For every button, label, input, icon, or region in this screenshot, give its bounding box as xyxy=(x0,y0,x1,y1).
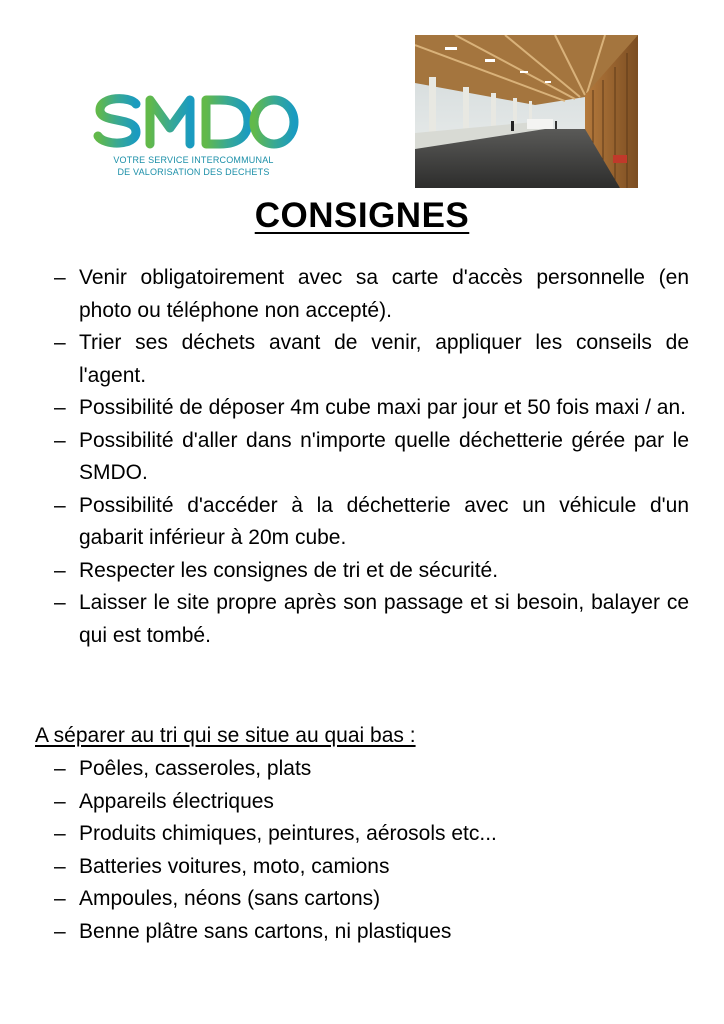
list-item xyxy=(0,555,724,588)
list-item xyxy=(0,587,724,652)
list-item xyxy=(0,883,724,916)
bullet-dash: – xyxy=(54,266,66,289)
list-item-text: Ampoules, néons (sans cartons) xyxy=(79,887,381,910)
list-item-text: Produits chimiques, peintures, aérosols etc... xyxy=(79,822,497,845)
bullet-dash: – xyxy=(54,558,66,582)
logo-tagline-line1: VOTRE SERVICE INTERCOMMUNAL xyxy=(113,155,274,165)
bullet-dash: – xyxy=(54,591,66,614)
bullet-dash: – xyxy=(54,789,66,813)
list-item xyxy=(0,392,724,425)
bullet-dash: – xyxy=(54,428,66,452)
list-item-text: Benne plâtre sans cartons, ni plastiques xyxy=(79,919,452,943)
list-item xyxy=(0,425,724,490)
list-item xyxy=(0,490,724,555)
list-item xyxy=(0,916,724,949)
list-item xyxy=(0,327,724,392)
list-item xyxy=(0,753,724,786)
list-item xyxy=(0,262,724,327)
bullet-dash: – xyxy=(54,887,66,910)
sort-heading: A séparer au tri qui se situe au quai bas : xyxy=(35,724,416,747)
list-item xyxy=(0,786,724,819)
list-item-text: Venir obligatoirement avec sa carte d'accès personnelle (en photo ou téléphone non accepté). xyxy=(79,266,689,322)
list-item-text: Respecter les consignes de tri et de sécurité. xyxy=(79,558,499,582)
list-item-text: Possibilité d'aller dans n'importe quelle déchetterie gérée par le SMDO. xyxy=(79,428,689,484)
bullet-dash: – xyxy=(54,919,66,943)
list-item xyxy=(0,851,724,884)
list-item-text: Trier ses déchets avant de venir, appliquer les conseils de l'agent. xyxy=(79,331,689,387)
list-item-text: Laisser le site propre après son passage et si besoin, balayer ce qui est tombé. xyxy=(79,591,689,647)
smdo-logo xyxy=(92,88,302,183)
bullet-dash: – xyxy=(54,757,66,780)
waste-center-hall-photo xyxy=(415,35,638,188)
list-item xyxy=(0,818,724,851)
bullet-dash: – xyxy=(54,822,66,845)
page-title: CONSIGNES xyxy=(254,196,470,235)
logo-tagline xyxy=(106,154,281,178)
rules-list xyxy=(0,262,724,652)
photo-image-icon xyxy=(415,35,638,188)
bullet-dash: – xyxy=(54,854,66,878)
list-item-text: Appareils électriques xyxy=(79,789,274,813)
list-item-text: Possibilité d'accéder à la déchetterie avec un véhicule d'un gabarit inférieur à 20m cube. xyxy=(79,493,689,549)
bullet-dash: – xyxy=(54,396,66,419)
bullet-dash: – xyxy=(54,493,66,517)
bullet-dash: – xyxy=(54,331,66,354)
smdo-logo-icon xyxy=(92,88,302,154)
sort-items-list xyxy=(0,753,724,948)
logo-tagline-line2: DE VALORISATION DES DECHETS xyxy=(117,167,270,177)
list-item-text: Poêles, casseroles, plats xyxy=(79,757,312,780)
list-item-text: Possibilité de déposer 4m cube maxi par jour et 50 fois maxi / an. xyxy=(79,396,686,419)
list-item-text: Batteries voitures, moto, camions xyxy=(79,854,390,878)
